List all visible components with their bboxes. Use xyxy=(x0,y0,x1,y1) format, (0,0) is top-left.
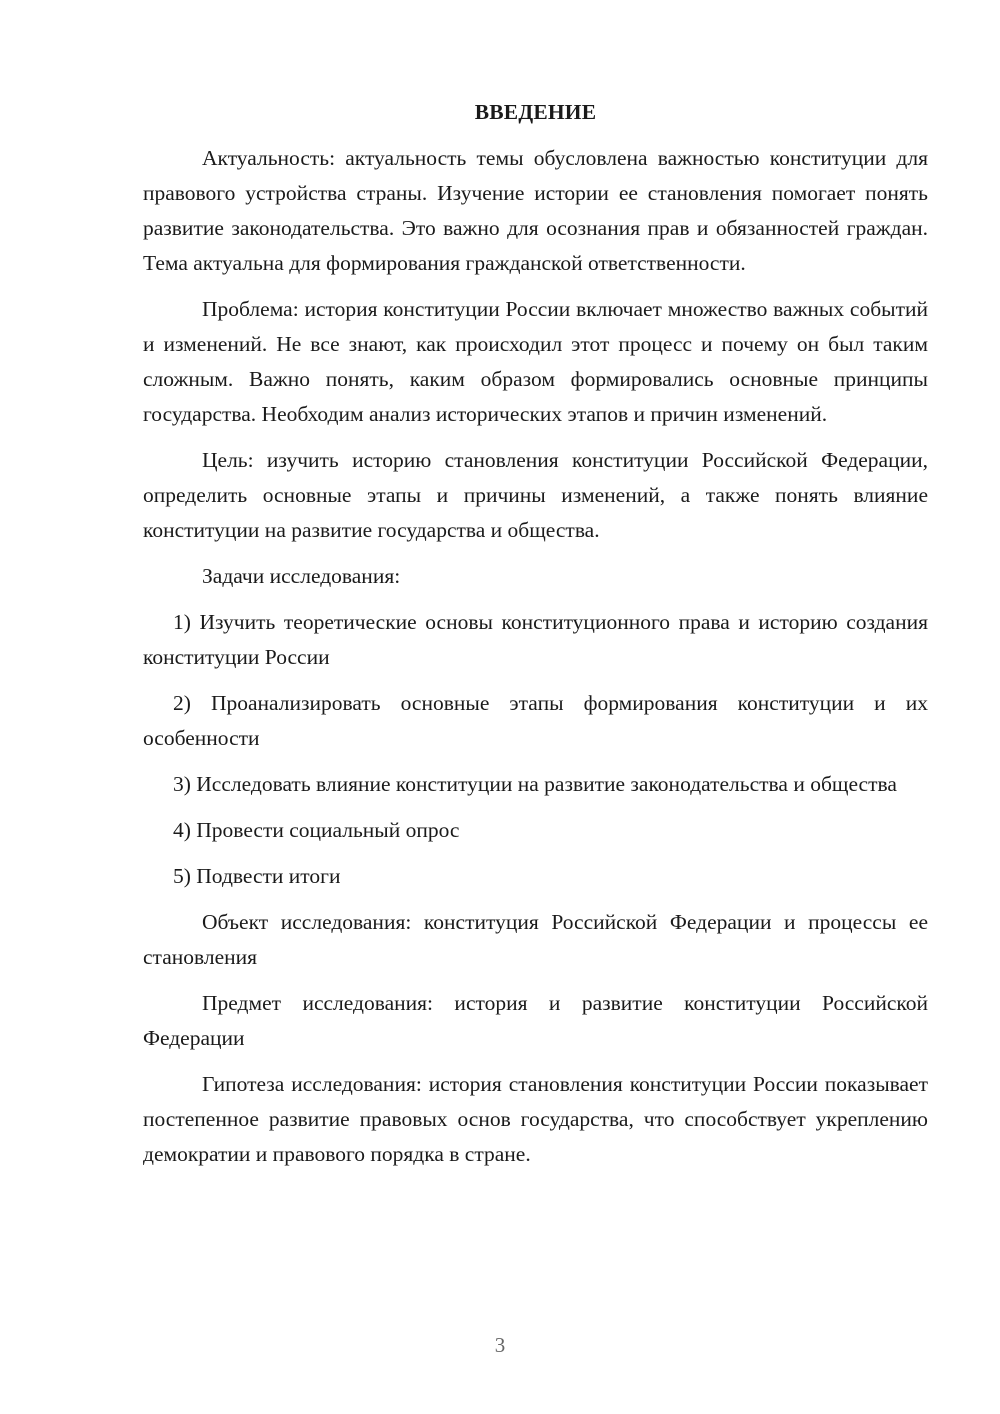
tasks-intro: Задачи исследования: xyxy=(202,564,401,588)
paragraph-subject: Предмет исследования: история и развитие конституции Российской Федерации xyxy=(143,991,928,1050)
list-item-task-2: 2) Проанализировать основные этапы формирования конституции и их особенности xyxy=(143,691,928,750)
list-item-task-4: 4) Провести социальный опрос xyxy=(173,818,460,842)
paragraph-object: Объект исследования: конституция Российской Федерации и процессы ее становления xyxy=(143,910,928,969)
list-item-task-5: 5) Подвести итоги xyxy=(173,864,341,888)
list-item-task-3: 3) Исследовать влияние конституции на развитие законодательства и общества xyxy=(173,772,897,796)
paragraph-goal: Цель: изучить историю становления конституции Российской Федерации, определить основные этапы и причины изменений, а также понять влияние конституции на развитие государства и общества. xyxy=(143,448,928,542)
paragraph-hypothesis: Гипотеза исследования: история становления конституции России показывает постепенное развитие правовых основ государства, что способствует укреплению демократии и правового порядка в стране. xyxy=(143,1072,928,1166)
document-page xyxy=(143,95,928,1183)
paragraph-problem: Проблема: история конституции России включает множество важных событий и изменений. Не все знают, как происходил этот процесс и почему он был таким сложным. Важно понять, каким образом формировались основные принципы государства. Необходим анализ исторических этапов и причин изменений. xyxy=(143,297,928,426)
page-title: ВВЕДЕНИЕ xyxy=(474,100,597,124)
paragraph-relevance: Актуальность: актуальность темы обусловлена важностью конституции для правового устройства страны. Изучение истории ее становления помогает понять развитие законодательства. Это важно для осознания прав и обязанностей граждан. Тема актуальна для формирования гражданской ответственности. xyxy=(143,146,928,275)
page-number: 3 xyxy=(494,1333,506,1357)
list-item-task-1: 1) Изучить теоретические основы конституционного права и историю создания конституции России xyxy=(143,610,928,669)
